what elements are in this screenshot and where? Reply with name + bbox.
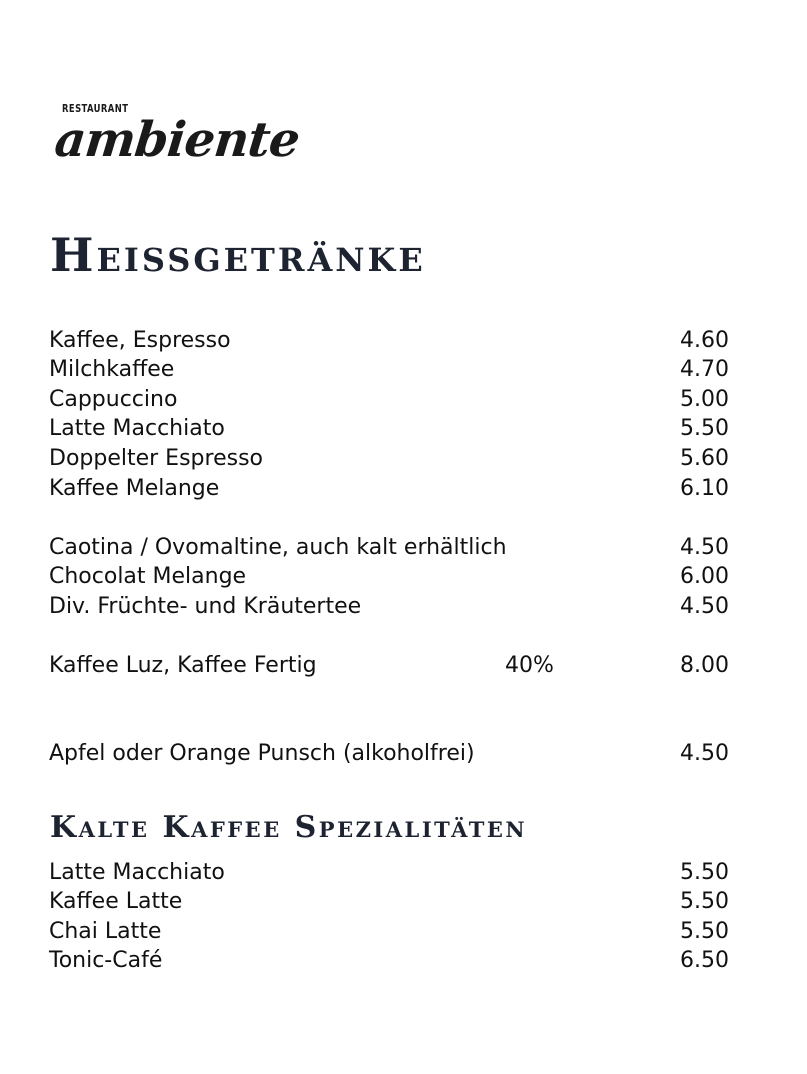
menu-item-price: 5.50 [680,889,729,914]
logo-wordmark: ambiente [52,112,302,168]
menu-item [49,917,729,946]
menu-item [49,355,729,384]
menu-item-name: Chai Latte [49,919,162,944]
menu-item [49,533,729,562]
section-title-hot-drinks: Heissgetränke [50,228,426,282]
menu-item-price: 6.00 [680,564,729,589]
menu-item-name: Cappuccino [49,387,178,412]
menu-item-name: Chocolat Melange [49,564,247,589]
menu-item-name: Kaffee Melange [49,476,220,501]
menu-item-price: 5.60 [680,446,729,471]
menu-item [49,444,729,473]
menu-item [49,858,729,887]
menu-item [49,887,729,916]
menu-item [49,385,729,414]
menu-item [49,474,729,503]
menu-item [49,946,729,975]
menu-item [49,562,729,591]
menu-item [49,414,729,443]
menu-item-name: Doppelter Espresso [49,446,263,471]
menu-item-name: Div. Früchte- und Kräutertee [49,594,362,619]
menu-item-name: Kaffee Luz, Kaffee Fertig [49,653,317,678]
menu-item-alcohol-note: 40% [505,653,554,678]
menu-item-price: 4.50 [680,741,729,766]
menu-item-price: 5.00 [680,387,729,412]
menu-item [49,592,729,621]
menu-item-price: 4.70 [680,357,729,382]
menu-item-name: Kaffee Latte [49,889,183,914]
menu-item-name: Latte Macchiato [49,860,225,885]
menu-item-name: Tonic-Café [49,948,163,973]
menu-item-price: 4.60 [680,328,729,353]
menu-item-name: Caotina / Ovomaltine, auch kalt erhältlich [49,535,507,560]
menu-item-name: Kaffee, Espresso [49,328,231,353]
menu-item [49,739,729,768]
menu-item-price: 6.10 [680,476,729,501]
menu-item-price: 5.50 [680,860,729,885]
menu-item-price: 6.50 [680,948,729,973]
menu-item-price: 4.50 [680,594,729,619]
menu-item-name: Latte Macchiato [49,416,225,441]
menu-item-price: 8.00 [680,653,729,678]
menu-item-price: 5.50 [680,919,729,944]
menu-item [49,326,729,355]
menu-item-name: Milchkaffee [49,357,175,382]
menu-item-price: 4.50 [680,535,729,560]
menu-item-name: Apfel oder Orange Punsch (alkoholfrei) [49,741,475,766]
menu-item-price: 5.50 [680,416,729,441]
logo-restaurant-label: RESTAURANT [62,102,129,115]
section-title-cold-coffee: Kalte Kaffee Spezialitäten [50,810,528,845]
menu-item [49,651,729,680]
restaurant-logo [52,100,302,190]
